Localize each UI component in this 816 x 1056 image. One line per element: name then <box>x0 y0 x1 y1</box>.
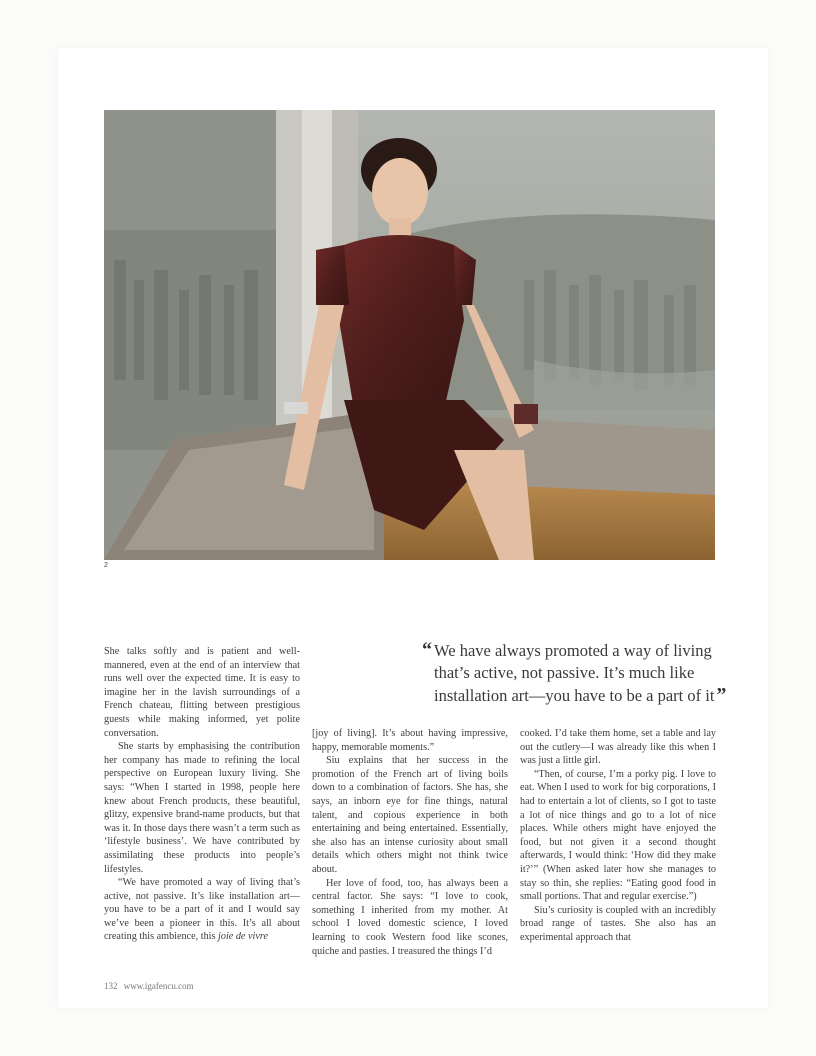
article-column-2 <box>312 727 508 958</box>
paragraph <box>104 876 300 944</box>
paragraph: [joy of living]. It’s about having impressive, happy, memorable moments.” <box>312 728 508 753</box>
close-quote-mark: ” <box>716 684 727 706</box>
photo-illustration <box>104 110 715 560</box>
pull-quote <box>410 640 730 707</box>
page-number: 132 <box>104 981 118 991</box>
paragraph: Her love of food, too, has always been a central factor. She says: “I love to cook, something I inherited from my mother. At school I loved domestic science, I loved learning to cook Western food like scones, quiche and pasties. I treasured the things I’d <box>312 877 508 957</box>
open-quote-mark: “ <box>422 639 432 661</box>
portrait-photo <box>104 110 715 560</box>
pull-quote-line-3-text: installation art—you have to be a part of it <box>434 686 715 705</box>
pull-quote-line-3 <box>410 684 730 707</box>
italic-phrase: joie de vivre <box>218 931 268 943</box>
article-column-3 <box>520 727 716 945</box>
pull-quote-line-1: We have always promoted a way of living <box>434 641 712 660</box>
page-footer <box>104 981 194 991</box>
pull-quote-line-2: that’s active, not passive. It’s much like <box>434 663 695 682</box>
paragraph: She talks softly and is patient and well-mannered, even at the end of an interview that runs well over the expected time. It is easy to imagine her in the lavish surroundings of a French chateau, flitting between prestigious guests while making informed, yet polite conversation. <box>104 646 300 739</box>
paragraph: “Then, of course, I’m a porky pig. I love to eat. When I used to work for big corporations, I had to entertain a lot of clients, so I got to taste a lot of nice things and go to a lot of nice places. While others might have enjoyed the food, but not given it a second thought afterwards, I would think: ‘How did they make it?’” (When asked later how she manages to stay so thin, she replies: “Eating good food in small portions. That and regular exercise.”) <box>520 768 716 903</box>
photo-caption-number: 2 <box>104 562 108 569</box>
paragraph: Siu explains that her success in the promotion of the French art of living boils down to a combination of factors. She has, she says, an inborn eye for fine things, natural talent, and copious experience in both entertaining and being entertained. Essentially, she also has an intense curiosity about small details which others might not think twice about. <box>312 755 508 875</box>
paragraph: cooked. I’d take them home, set a table and lay out the cutlery—I was already like this when I was just a little girl. <box>520 728 716 767</box>
article-column-1 <box>104 645 300 944</box>
paragraph-text: “We have promoted a way of living that’s active, not passive. It’s like installation art—you have to be a part of it and I would say we’ve been a pioneer in this. It’s all about creating this ambience, this <box>104 877 300 943</box>
website-link[interactable]: www.igafencu.com <box>123 981 194 991</box>
paragraph: Siu’s curiosity is coupled with an incredibly broad range of tastes. She also has an experimental approach that <box>520 904 716 943</box>
paragraph: She starts by emphasising the contribution her company has made to refining the local perspective on European luxury living. She says: “When I started in 1998, people here knew about French products, these beautiful, glitzy, expensive brand-name products, but that was it. In those days there wasn’t a term such as ‘lifestyle business’. We have contributed by assimilating these products into people’s lifestyles. <box>104 741 300 875</box>
